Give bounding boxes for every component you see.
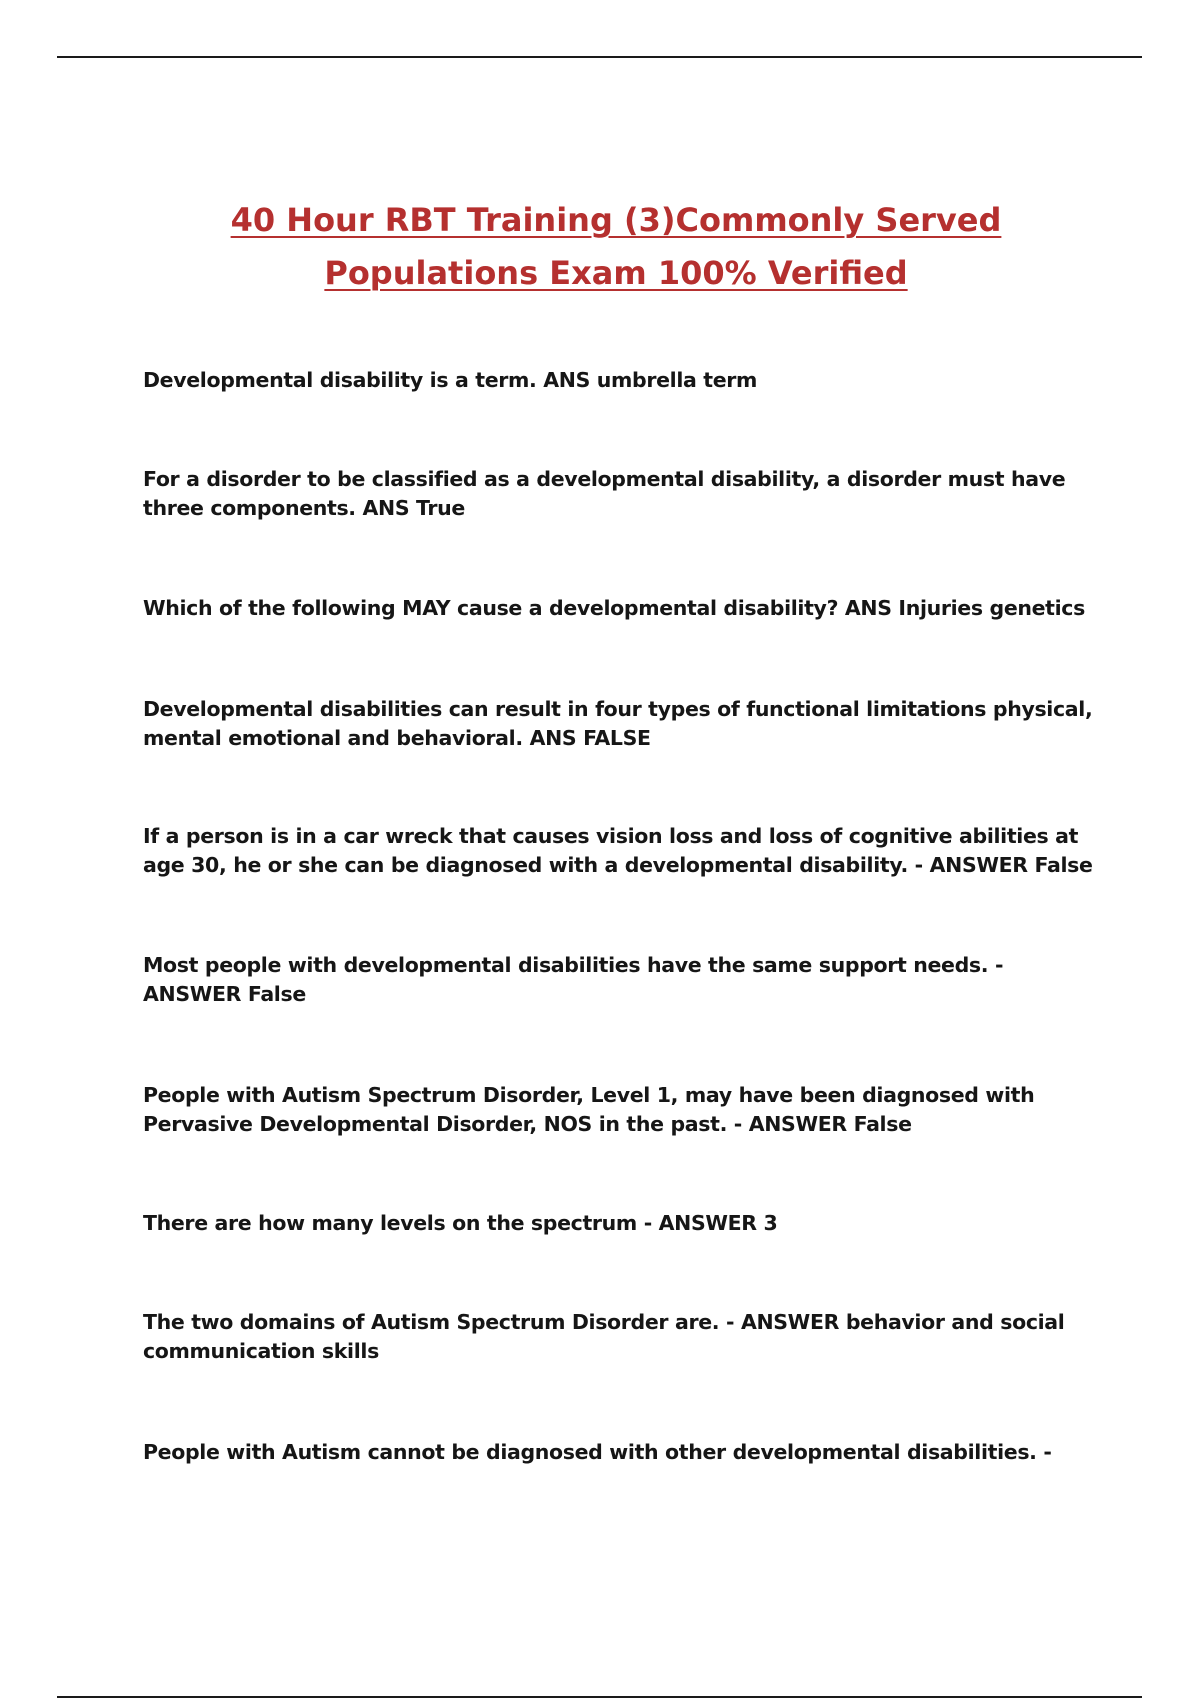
footer-rule [57,1696,1142,1698]
qa-item-4: Developmental disabilities can result in four types of functional limitations physical, mental emotional and behavioral. ANS FALSE [143,697,1093,750]
qa-item-10: People with Autism cannot be diagnosed with other developmental disabilities. - [143,1440,1052,1464]
qa-item-9: The two domains of Autism Spectrum Disorder are. - ANSWER behavior and social communication skills [143,1310,1065,1363]
document-title-line-1: 40 Hour RBT Training (3)Commonly Served [230,201,1002,239]
qa-item-3: Which of the following MAY cause a developmental disability? ANS Injuries genetics [143,596,1085,620]
qa-item-5: If a person is in a car wreck that causes vision loss and loss of cognitive abilities at age 30, he or she can be diagnosed with a developmental disability. - ANSWER False [143,824,1093,877]
qa-item-1: Developmental disability is a term. ANS umbrella term [143,368,758,392]
qa-item-2: For a disorder to be classified as a developmental disability, a disorder must have three components. ANS True [143,467,1066,520]
document-title-line-2: Populations Exam 100% Verified [324,254,908,292]
qa-item-8: There are how many levels on the spectrum - ANSWER 3 [143,1211,778,1235]
header-rule [57,56,1142,58]
qa-item-6: Most people with developmental disabilities have the same support needs. - ANSWER False [143,953,1004,1006]
qa-item-7: People with Autism Spectrum Disorder, Level 1, may have been diagnosed with Pervasive Developmental Disorder, NOS in the past. - ANSWER False [143,1083,1035,1136]
document-title [150,194,1082,300]
